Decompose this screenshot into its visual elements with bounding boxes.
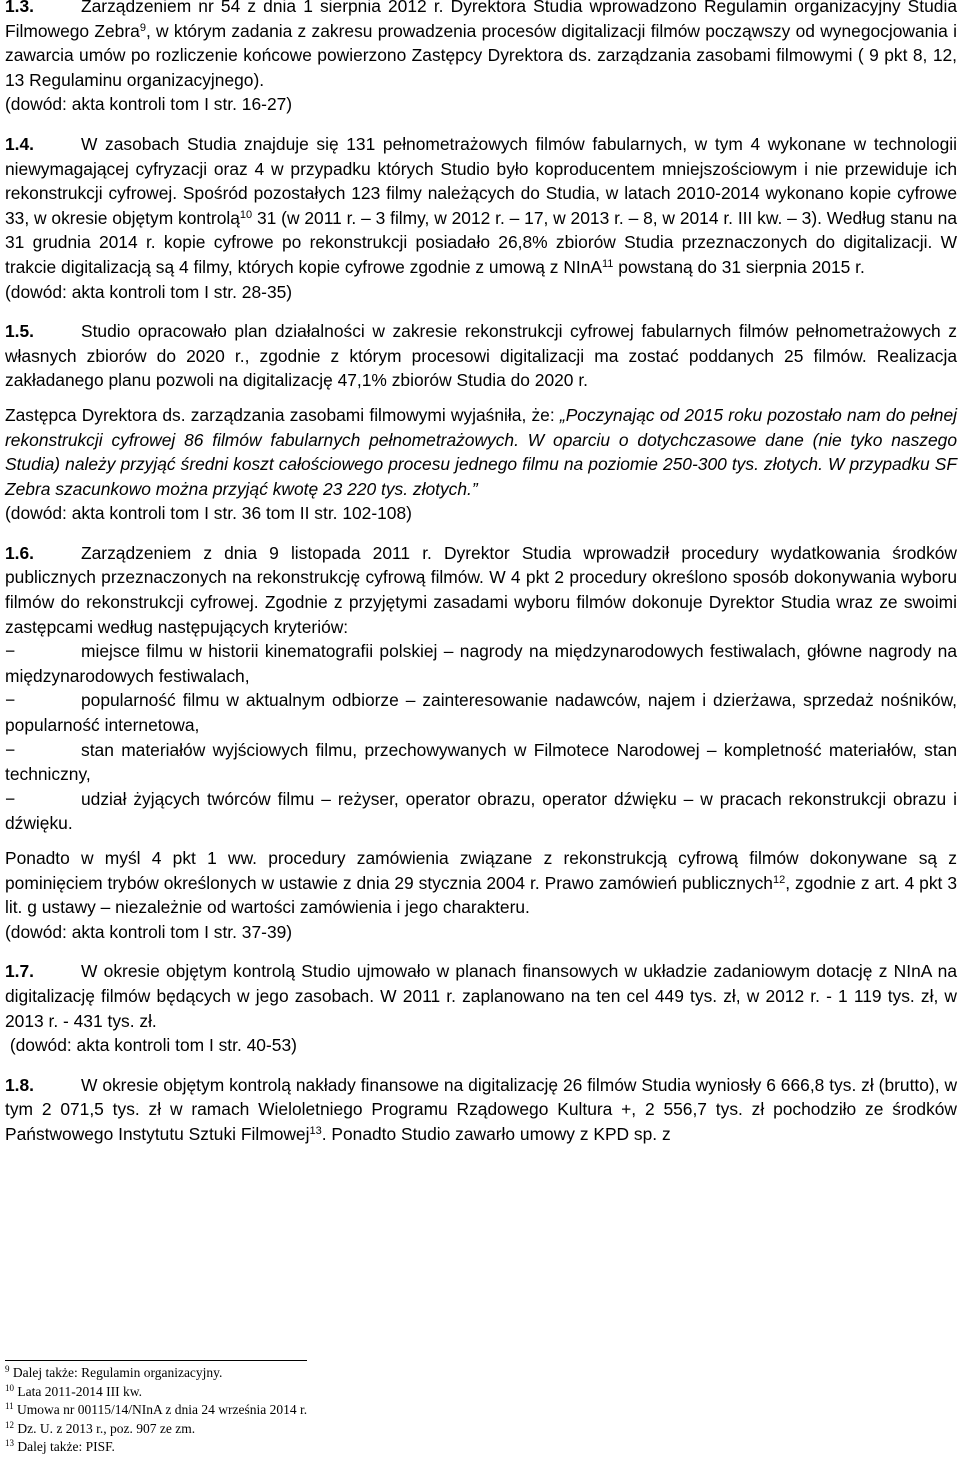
section-1-4 (5, 132, 957, 280)
dash-bullet: − (5, 739, 16, 760)
section-text: W okresie objętym kontrolą Studio ujmowało w planach finansowych w układzie zadaniowym dotację z NInA na digitalizację filmów będących w jego zasobach. W 2011 r. zaplanowano na ten cel 449 tys. zł, w 2012 r. - 1 119 tys. zł, w 2013 r. - 431 tys. zł. (5, 961, 957, 1031)
criteria-item (5, 787, 957, 836)
footnote-ref[interactable]: 13 (309, 1124, 322, 1137)
footnote-ref[interactable]: 12 (772, 873, 786, 886)
footnote-text: Dz. U. z 2013 r., poz. 907 ze zm. (14, 1420, 196, 1436)
footnote (5, 1420, 307, 1439)
quote-text: „Poczynając od 2015 roku pozostało nam do pełnej rekonstrukcji cyfrowej 86 filmów fabularnych pełnometrażowych. W oparciu o dotychczasowe dane (nie tyko naszego Studia) należy przyjąć średni koszt całościowego procesu jednego filmu na poziomie 250-300 tys. złotych. W przypadku SF Zebra szacunkowo można przyjąć kwotę 23 220 tys. złotych.” (5, 404, 957, 499)
dash-bullet: − (5, 690, 16, 711)
section-text: W zasobach Studia znajduje się 131 pełnometrażowych filmów fabularnych, w tym 4 wykonane w technologii niewymagającej cyfryzacji oraz 4 w przypadku których Studio było koproducentem mniejszościowym i nie przewiduje ich rekonstrukcji cyfrowej. Spośród pozostałych 123 filmy należących do Studia, w latach 2010-2014 wykonano kopie cyfrowe 33, w okresie objętym kontrolą (5, 133, 957, 228)
section-text: Zarządzeniem nr 54 z dnia 1 sierpnia 2012 r. Dyrektora Studia wprowadzono Regulamin organizacyjny Studia Filmowego Zebra (5, 0, 957, 41)
criteria-text: stan materiałów wyjściowych filmu, przechowywanych w Filmotece Narodowej – kompletność materiałów, stan techniczny, (5, 739, 957, 785)
section-number: 1.3. (5, 0, 35, 16)
section-text-cont: powstaną do 31 sierpnia 2015 r. (613, 256, 865, 277)
footnote (5, 1438, 307, 1457)
section-number: 1.7. (5, 961, 35, 982)
evidence-reference: (dowód: akta kontroli tom I str. 40-53) (5, 1035, 297, 1056)
section-number: 1.8. (5, 1074, 35, 1095)
section-number: 1.4. (5, 133, 35, 154)
footnote-text: Dalej także: Regulamin organizacyjny. (9, 1365, 223, 1380)
footnote-number: 11 (5, 1401, 14, 1412)
section-1-6 (5, 541, 957, 639)
quote-intro: Zastępca Dyrektora ds. zarządzania zasobami filmowymi wyjaśniła, że: (5, 404, 560, 425)
criteria-item (5, 639, 957, 688)
footnote-ref[interactable]: 9 (139, 21, 146, 34)
procedure-paragraph (5, 846, 957, 920)
footnote (5, 1383, 307, 1402)
criteria-text: udział żyjących twórców filmu – reżyser, operator obrazu, operator dźwięku – w pracach rekonstrukcji obrazu i dźwięku. (5, 788, 957, 834)
dash-bullet: − (5, 788, 16, 809)
footnote-separator (5, 1360, 307, 1361)
footnote (5, 1401, 307, 1420)
footnote-number: 9 (5, 1364, 10, 1374)
section-text: Studio opracowało plan działalności w zakresie rekonstrukcji cyfrowej fabularnych filmów pełnometrażowych z własnych zbiorów do 2020 r., zgodnie z którym procesowi digitalizacji ma zostać poddanych 25 filmów. Realizacja zakładanego planu pozwoli na digitalizację 47,1% zbiorów Studia do 2020 r. (5, 321, 957, 391)
evidence-reference: (dowód: akta kontroli tom I str. 36 tom II str. 102-108) (5, 503, 412, 524)
section-1-8 (5, 1073, 957, 1147)
section-text-cont: , w którym zadania z zakresu prowadzenia procesów digitalizacji filmów począwszy od wynegocjowania i zawarcia umów po rozliczenie końcowe powierzono Zastępcy Dyrektora ds. zarządzania zasobami filmowymi ( 9 pkt 8, 12, 13 Regulaminu organizacyjnego). (5, 20, 957, 90)
section-text-cont: , zgodnie z art. 4 pkt 3 lit. g ustawy – niezależnie od wartości zamówienia i jego charakteru. (5, 872, 957, 918)
criteria-item (5, 738, 957, 787)
section-text-cont: 31 (w 2011 r. – 3 filmy, w 2012 r. – 17, w 2013 r. – 8, w 2014 r. III kw. – 3). Według stanu na 31 grudnia 2014 r. kopie cyfrowe po rekonstrukcji posiadało 26,8% zbiorów Studia przeznaczonych do digitalizacji. W trakcie digitalizacją są 4 filmy, których kopie cyfrowe zgodnie z umową z NInA (5, 207, 957, 277)
footnote-number: 10 (5, 1382, 14, 1393)
dash-bullet: − (5, 641, 16, 662)
section-1-7 (5, 959, 957, 1033)
evidence-reference: (dowód: akta kontroli tom I str. 16-27) (5, 94, 293, 115)
footnote-number: 12 (5, 1419, 14, 1430)
criteria-item (5, 688, 957, 737)
footnote-text: Umowa nr 00115/14/NInA z dnia 24 września 2014 r. (13, 1402, 308, 1418)
section-text-cont: Ponadto w myśl 4 pkt 1 ww. procedury zamówienia związane z rekonstrukcją cyfrową filmów dokonywane są z pominięciem trybów określonych w ustawie z dnia 29 stycznia 2004 r. Prawo zamówień publicznych (5, 848, 957, 893)
footnote (5, 1364, 307, 1383)
section-1-3 (5, 0, 957, 92)
evidence-reference: (dowód: akta kontroli tom I str. 37-39) (5, 921, 293, 942)
document-page (5, 0, 957, 1455)
section-text-cont: . Ponadto Studio zawarło umowy z KPD sp. z (321, 1123, 671, 1144)
section-1-5 (5, 319, 957, 393)
footnote-number: 13 (5, 1438, 14, 1449)
footnote-ref[interactable]: 11 (602, 257, 614, 270)
evidence-reference: (dowód: akta kontroli tom I str. 28-35) (5, 281, 293, 302)
section-text: W okresie objętym kontrolą nakłady finansowe na digitalizację 26 filmów Studia wyniosły 6 666,8 tys. zł (brutto), w tym 2 071,5 tys. zł w ramach Wieloletniego Programu Rządowego Kultura +, 2 556,7 tys. zł pochodziło ze środków Państwowego Instytutu Sztuki Filmowej (5, 1074, 957, 1144)
section-text: Zarządzeniem z dnia 9 listopada 2011 r. Dyrektor Studia wprowadził procedury wydatkowania środków publicznych przeznaczonych na rekonstrukcję cyfrową filmów. W 4 pkt 2 procedury określono sposób dokonywania wyboru filmów do rekonstrukcji cyfrowej. Zgodnie z przyjętymi zasadami wyboru filmów dokonuje Dyrektor Studia wraz ze swoimi zastępcami według następujących kryteriów: (5, 542, 957, 637)
section-number: 1.6. (5, 542, 35, 563)
footnotes (5, 1364, 307, 1457)
footnote-text: Lata 2011-2014 III kw. (14, 1383, 142, 1399)
section-number: 1.5. (5, 321, 35, 342)
footnote-ref[interactable]: 10 (239, 208, 253, 221)
footnote-text: Dalej także: PISF. (14, 1439, 115, 1455)
explanation-paragraph (5, 403, 957, 501)
criteria-text: popularność filmu w aktualnym odbiorze – zainteresowanie nadawców, najem i dzierżawa, sprzedaż nośników, popularność internetowa, (5, 690, 957, 736)
criteria-text: miejsce filmu w historii kinematografii polskiej – nagrody na międzynarodowych festiwalach, główne nagrody na międzynarodowych festiwalach, (5, 641, 957, 686)
